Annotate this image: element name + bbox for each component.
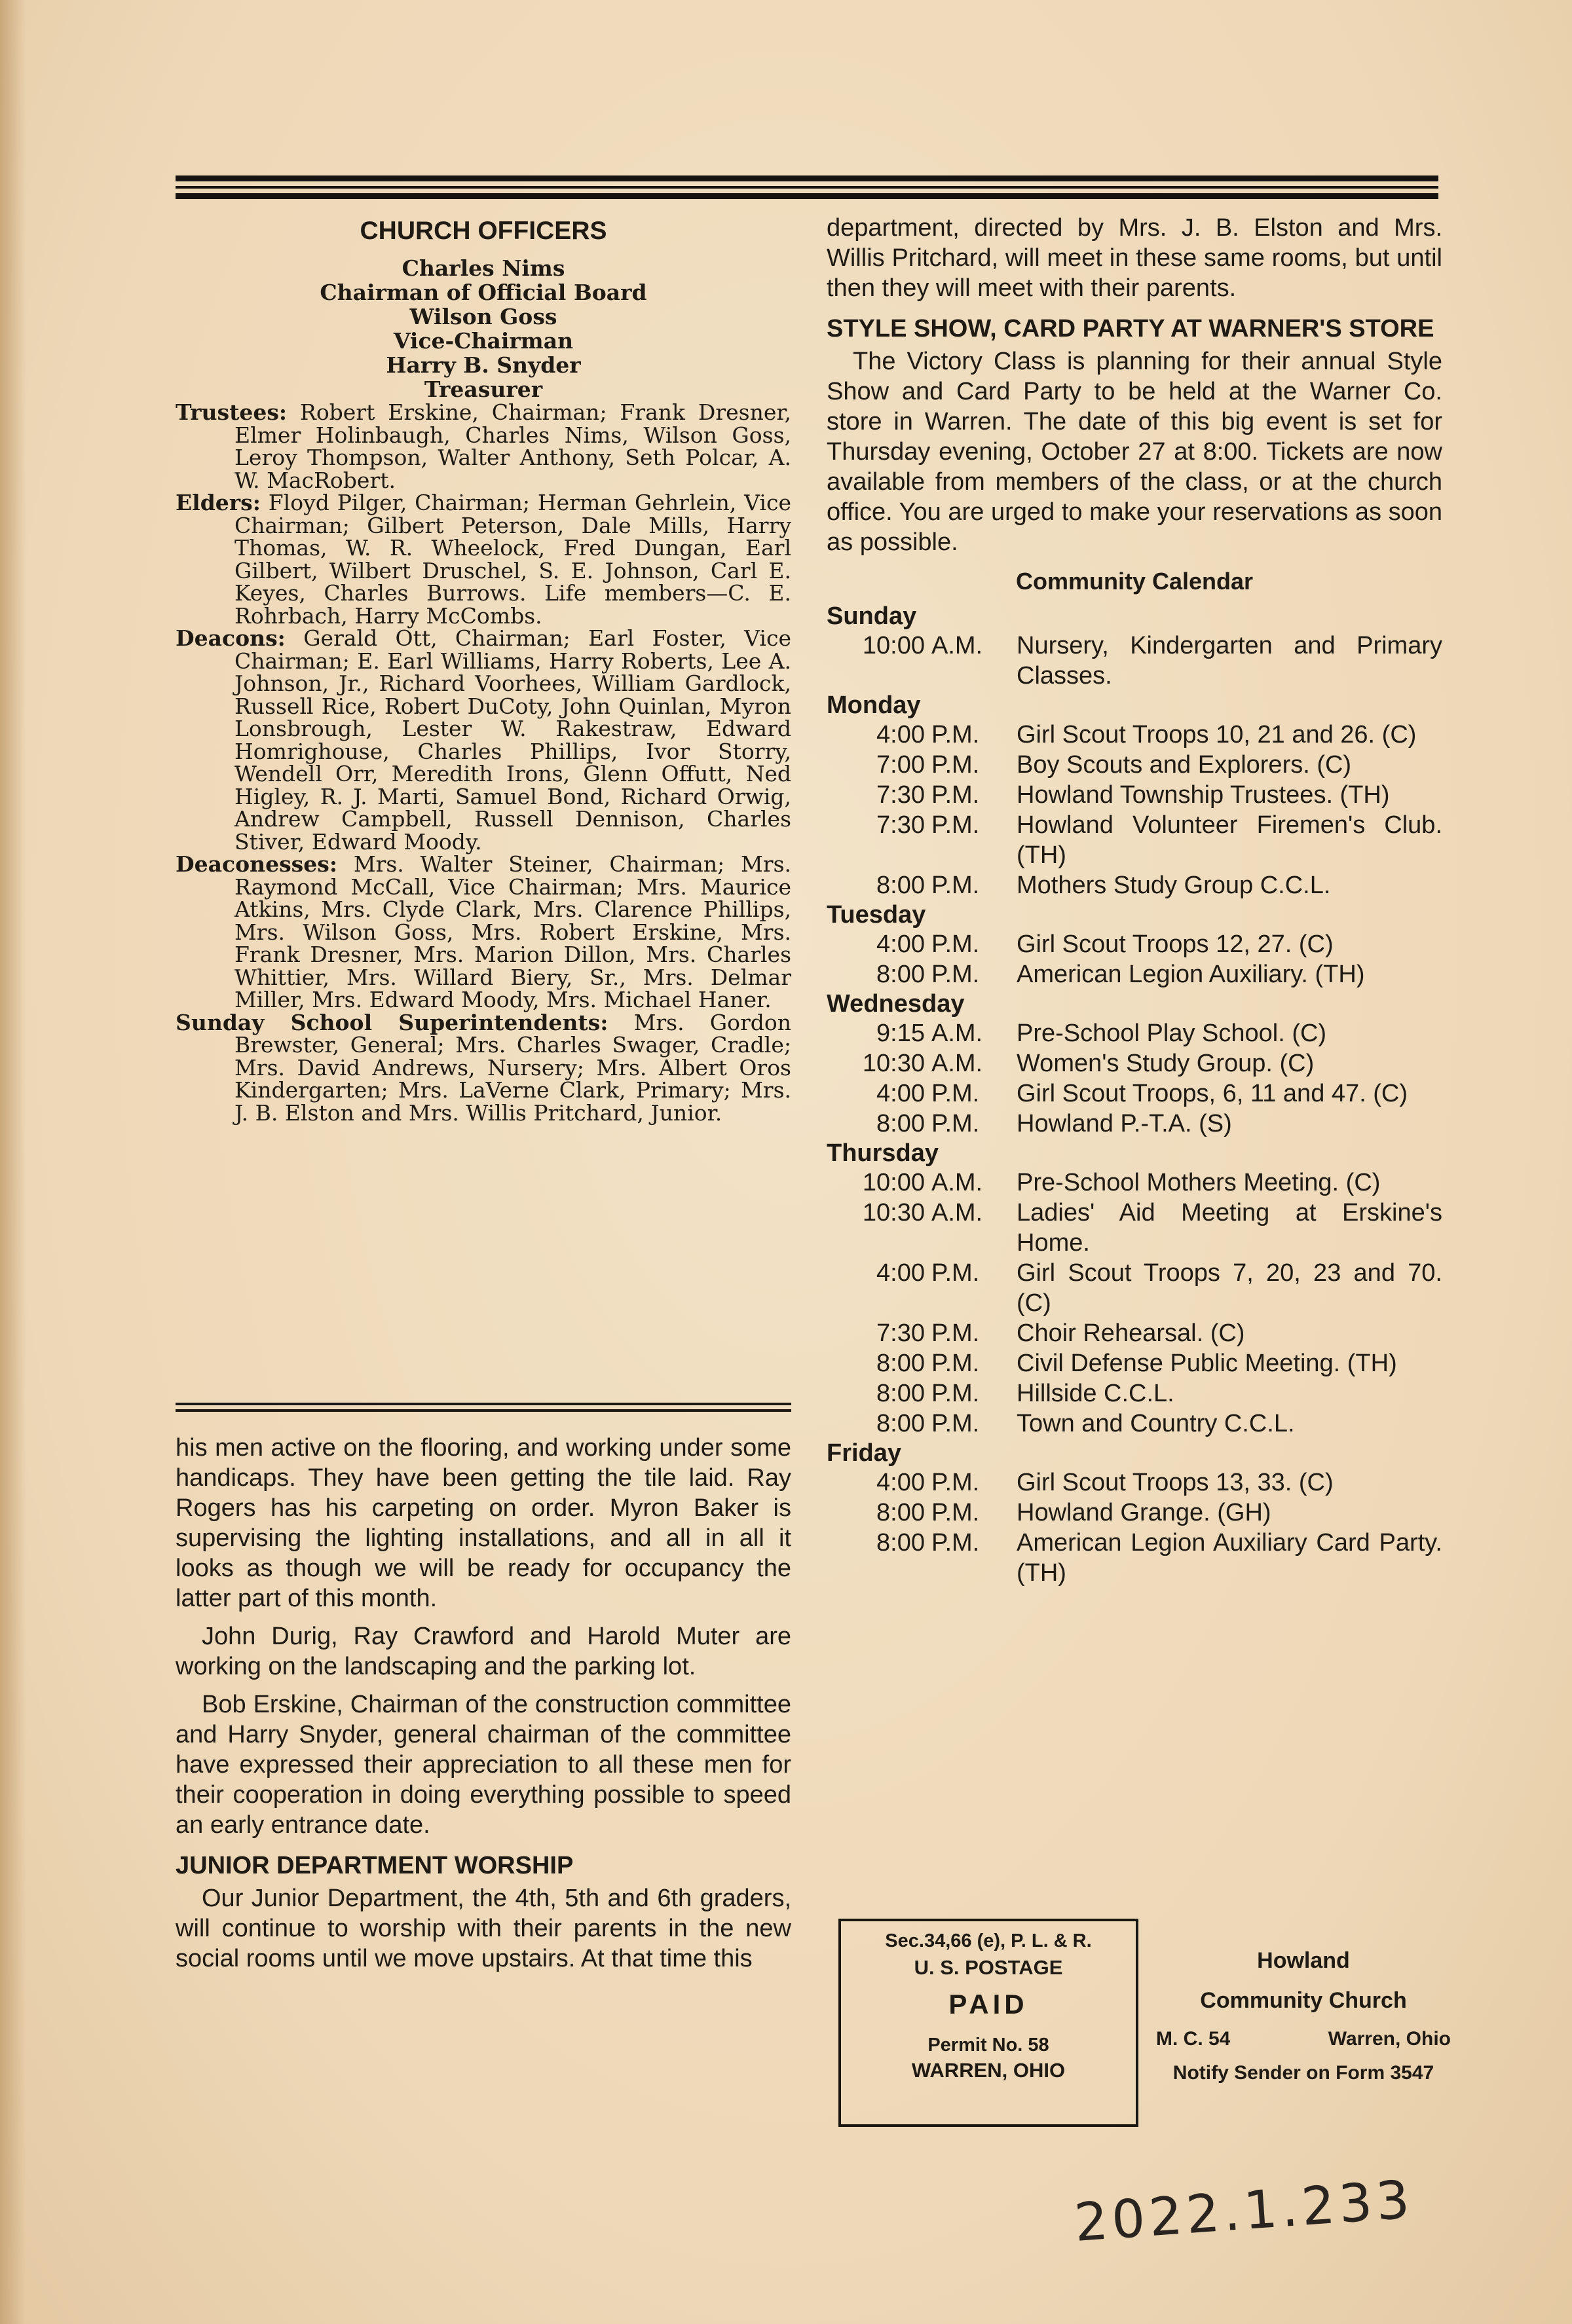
calendar-event — [827, 1109, 1442, 1139]
day-label: Monday — [827, 692, 921, 719]
postage-permit: Permit No. 58 — [927, 2035, 1049, 2056]
event-ampm: P.M. — [931, 872, 980, 899]
event-description: Ladies' Aid Meeting at Erskine's Home. — [1017, 1199, 1442, 1257]
calendar-event — [827, 1258, 1442, 1318]
calendar-day — [827, 1439, 1442, 1588]
officer-roster — [176, 401, 791, 1124]
trustees-list: Robert Erskine, Chairman; Frank Dresner, Elmer Holinbaugh, Charles Nims, Wilson Goss, Leroy Thompson, Walter Anthony, Seth Polcar, A. W. MacRobert. — [234, 399, 791, 493]
calendar-day — [827, 691, 1442, 900]
calendar-day — [827, 602, 1442, 691]
calendar-event — [827, 1048, 1442, 1079]
event-ampm: P.M. — [931, 931, 980, 958]
sender-city: Warren, Ohio — [1328, 2028, 1451, 2050]
event-ampm: P.M. — [931, 781, 980, 809]
event-description: Girl Scout Troops 12, 27. (C) — [1017, 931, 1334, 958]
handwritten-catalog-number: 2022.1.233 — [1072, 2169, 1415, 2253]
calendar-event — [827, 810, 1442, 870]
sender-mc: M. C. 54 — [1156, 2028, 1231, 2050]
calendar-event — [827, 750, 1442, 780]
deaconesses-label: Deaconesses: — [176, 851, 338, 877]
event-ampm: A.M. — [931, 1199, 983, 1227]
sender-address — [1150, 2028, 1457, 2050]
day-label: Tuesday — [827, 901, 926, 929]
event-time: 8:00 — [876, 1380, 925, 1407]
calendar-event — [827, 1198, 1442, 1258]
postage-indicia — [838, 1919, 1138, 2127]
event-time: 10:00 — [862, 632, 925, 659]
event-ampm: P.M. — [931, 1080, 980, 1107]
event-time: 4:00 — [876, 1259, 925, 1287]
postage-us: U. S. POSTAGE — [914, 1956, 1063, 1979]
superintendents-label: Sunday School Superintendents: — [176, 1009, 608, 1035]
event-time: 8:00 — [876, 1110, 925, 1137]
event-ampm: A.M. — [931, 632, 983, 659]
construction-paragraph: John Durig, Ray Crawford and Harold Muter are working on the landscaping and the parking lot. — [176, 1623, 791, 1680]
junior-paragraph-continued: department, directed by Mrs. J. B. Elston and Mrs. Willis Pritchard, will meet in these same rooms, but until then they will meet with their parents. — [827, 214, 1442, 302]
event-time: 8:00 — [876, 1350, 925, 1377]
superintendents-entry — [176, 1009, 791, 1126]
calendar-day — [827, 1139, 1442, 1439]
trustees-label: Trustees: — [176, 399, 288, 425]
event-time: 10:00 — [862, 1169, 925, 1196]
calendar-event — [827, 1018, 1442, 1048]
style-show-paragraph: The Victory Class is planning for their annual Style Show and Card Party to be held at the Warner Co. store in Warren. The date of this big event is set for Thursday evening, October 27 at 8:00. Tickets are now available from members of the class, or at the church office. You are urged to make your reservations as soon as possible. — [827, 348, 1442, 556]
section-divider — [176, 1403, 791, 1412]
event-description: Girl Scout Troops 7, 20, 23 and 70. (C) — [1017, 1259, 1442, 1317]
event-time: 7:00 — [876, 751, 925, 779]
event-description: Town and Country C.C.L. — [1017, 1410, 1295, 1437]
event-ampm: P.M. — [931, 751, 980, 779]
event-description: American Legion Auxiliary Card Party. (TH) — [1017, 1529, 1442, 1587]
calendar-event — [827, 1378, 1442, 1409]
event-ampm: A.M. — [931, 1020, 983, 1047]
event-description: Howland Grange. (GH) — [1017, 1499, 1271, 1526]
postage-city: WARREN, OHIO — [911, 2059, 1066, 2082]
event-description: Howland P.-T.A. (S) — [1017, 1110, 1232, 1137]
event-description: Howland Volunteer Firemen's Club. (TH) — [1017, 811, 1442, 869]
event-ampm: P.M. — [931, 1380, 980, 1407]
community-calendar-title: Community Calendar — [1015, 568, 1254, 595]
leader-line: Vice-Chairman — [393, 328, 574, 354]
leader-line: Harry B. Snyder — [386, 352, 581, 378]
event-description: Civil Defense Public Meeting. (TH) — [1017, 1350, 1397, 1377]
deacons-label: Deacons: — [176, 625, 286, 651]
left-column — [176, 213, 791, 1124]
elders-entry — [176, 492, 791, 627]
calendar-day — [827, 900, 1442, 989]
style-show-heading: STYLE SHOW, CARD PARTY AT WARNER'S STORE — [827, 315, 1434, 342]
sender-org: Community Church — [1200, 1988, 1407, 2013]
calendar-event — [827, 1498, 1442, 1528]
event-ampm: P.M. — [931, 1350, 980, 1377]
trustees-entry — [176, 401, 791, 492]
event-ampm: P.M. — [931, 1410, 980, 1437]
calendar-event — [827, 631, 1442, 691]
event-ampm: A.M. — [931, 1169, 983, 1196]
event-ampm: P.M. — [931, 721, 980, 748]
calendar-event — [827, 780, 1442, 810]
church-officers-title: CHURCH OFFICERS — [360, 217, 607, 245]
leader-line: Treasurer — [424, 377, 543, 402]
calendar-event — [827, 1168, 1442, 1198]
event-time: 9:15 — [876, 1020, 925, 1047]
event-description: Nursery, Kindergarten and Primary Classes. — [1017, 632, 1442, 690]
event-description: Hillside C.C.L. — [1017, 1380, 1174, 1407]
superintendents-list: Mrs. Gordon Brewster, General; Mrs. Charles Swager, Cradle; Mrs. David Andrews, Nursery; Mrs. Albert Oros Kindergarten; Mrs. LaVerne Clark, Primary; Mrs. J. B. Elston and Mrs. Willis Pritchard, Junior. — [234, 1009, 791, 1126]
event-description: Women's Study Group. (C) — [1017, 1050, 1315, 1077]
calendar-event — [827, 1467, 1442, 1498]
event-time: 10:30 — [862, 1050, 925, 1077]
construction-paragraph: his men active on the flooring, and working under some handicaps. They have been getting the tile laid. Ray Rogers has his carpeting on order. Myron Baker is supervising the lighting installations, and all in all it looks as though we will be ready for occupancy the latter part of this month. — [176, 1434, 791, 1612]
event-time: 8:00 — [876, 1410, 925, 1437]
calendar-day — [827, 989, 1442, 1139]
event-description: Girl Scout Troops, 6, 11 and 47. (C) — [1017, 1080, 1408, 1107]
event-ampm: P.M. — [931, 1529, 980, 1557]
calendar-event — [827, 1318, 1442, 1348]
event-ampm: P.M. — [931, 961, 980, 988]
event-ampm: P.M. — [931, 1499, 980, 1526]
event-time: 4:00 — [876, 721, 925, 748]
calendar-event — [827, 870, 1442, 900]
event-ampm: A.M. — [931, 1050, 983, 1077]
event-description: Pre-School Mothers Meeting. (C) — [1017, 1169, 1381, 1196]
paper-edge-shadow — [0, 0, 26, 2324]
calendar-event — [827, 1409, 1442, 1439]
event-time: 8:00 — [876, 872, 925, 899]
event-time: 7:30 — [876, 811, 925, 839]
postage-paid: PAID — [948, 1989, 1028, 2020]
leader-line: Charles Nims — [402, 255, 565, 281]
deacons-entry — [176, 627, 791, 853]
deaconesses-entry — [176, 853, 791, 1012]
event-ampm: P.M. — [931, 1469, 980, 1496]
top-rule-thick-2 — [176, 193, 1438, 199]
event-description: Girl Scout Troops 13, 33. (C) — [1017, 1469, 1334, 1496]
event-time: 8:00 — [876, 961, 925, 988]
calendar-event — [827, 959, 1442, 989]
event-description: Choir Rehearsal. (C) — [1017, 1319, 1245, 1347]
sender-block — [1150, 1948, 1457, 2084]
event-time: 4:00 — [876, 1469, 925, 1496]
event-description: Mothers Study Group C.C.L. — [1017, 872, 1331, 899]
calendar-event — [827, 720, 1442, 750]
sender-notice: Notify Sender on Form 3547 — [1172, 2062, 1434, 2084]
event-description: Howland Township Trustees. (TH) — [1017, 781, 1390, 809]
postage-section: Sec.34,66 (e), P. L. & R. — [885, 1930, 1092, 1951]
day-label: Wednesday — [827, 990, 965, 1018]
event-description: Boy Scouts and Explorers. (C) — [1017, 751, 1352, 779]
day-label: Thursday — [827, 1139, 939, 1167]
deacons-list: Gerald Ott, Chairman; Earl Foster, Vice Chairman; E. Earl Williams, Harry Roberts, Lee A. Johnson, Jr., Richard Voorhees, William Gardlock, Russell Rice, Robert DuCoty, John Quinlan, Myron Lonsbrough, Lester W. Rakestraw, Edward Homrighouse, Charles Phillips, Ivor Storry, Wendell Orr, Meredith Irons, Glenn Offutt, Ned Higley, R. J. Marti, Samuel Bond, Richard Orwig, Andrew Campbell, Russell Dennison, Charles Stiver, Edward Moody. — [234, 625, 791, 855]
event-ampm: P.M. — [931, 1110, 980, 1137]
event-description: American Legion Auxiliary. (TH) — [1017, 961, 1365, 988]
construction-article — [176, 1433, 791, 1982]
elders-list: Floyd Pilger, Chairman; Herman Gehrlein, Vice Chairman; Gilbert Peterson, Dale Mills, Harry Thomas, W. R. Wheelock, Fred Dungan, Earl Gilbert, Wilbert Druschel, S. E. Johnson, Carl E. Keyes, Charles Burrows. Life members—C. E. Rohrbach, Harry McCombs. — [234, 490, 791, 629]
day-label: Sunday — [827, 602, 917, 630]
junior-department-heading: JUNIOR DEPARTMENT WORSHIP — [176, 1852, 574, 1879]
event-time: 7:30 — [876, 1319, 925, 1347]
right-column — [827, 213, 1442, 1588]
top-rule-thin — [176, 186, 1438, 189]
event-time: 4:00 — [876, 1080, 925, 1107]
day-label: Friday — [827, 1439, 902, 1467]
construction-paragraph: Bob Erskine, Chairman of the construction committee and Harry Snyder, general chairman of the committee have expressed their appreciation to all these men for their cooperation in doing everything possible to speed an early entrance date. — [176, 1691, 791, 1839]
calendar-event — [827, 1528, 1442, 1588]
event-description: Pre-School Play School. (C) — [1017, 1020, 1327, 1047]
event-time: 8:00 — [876, 1499, 925, 1526]
event-ampm: P.M. — [931, 1259, 980, 1287]
event-time: 8:00 — [876, 1529, 925, 1557]
officer-leaders — [176, 256, 791, 401]
leader-line: Chairman of Official Board — [320, 280, 647, 305]
event-description: Girl Scout Troops 10, 21 and 26. (C) — [1017, 721, 1417, 748]
top-rule-thick — [176, 175, 1438, 181]
event-ampm: P.M. — [931, 811, 980, 839]
event-time: 4:00 — [876, 931, 925, 958]
calendar-event — [827, 1348, 1442, 1378]
calendar-event — [827, 929, 1442, 959]
junior-paragraph: Our Junior Department, the 4th, 5th and 6th graders, will continue to worship with their parents in the new social rooms until we move upstairs. At that time this — [176, 1885, 791, 1972]
elders-label: Elders: — [176, 490, 261, 515]
divider-line — [176, 1409, 791, 1412]
event-ampm: P.M. — [931, 1319, 980, 1347]
event-time: 10:30 — [862, 1199, 925, 1227]
calendar-event — [827, 1079, 1442, 1109]
deaconesses-list: Mrs. Walter Steiner, Chairman; Mrs. Raymond McCall, Vice Chairman; Mrs. Maurice Atkins, Mrs. Clyde Clark, Mrs. Clarence Phillips, Mrs. Wilson Goss, Mrs. Robert Erskine, Mrs. Frank Dresner, Mrs. Marion Dillon, Mrs. Charles Whittier, Mrs. Willard Biery, Sr., Mrs. Delmar Miller, Mrs. Edward Moody, Mrs. Michael Haner. — [234, 851, 791, 1012]
event-time: 7:30 — [876, 781, 925, 809]
leader-line: Wilson Goss — [409, 304, 557, 329]
sender-name: Howland — [1257, 1948, 1350, 1973]
